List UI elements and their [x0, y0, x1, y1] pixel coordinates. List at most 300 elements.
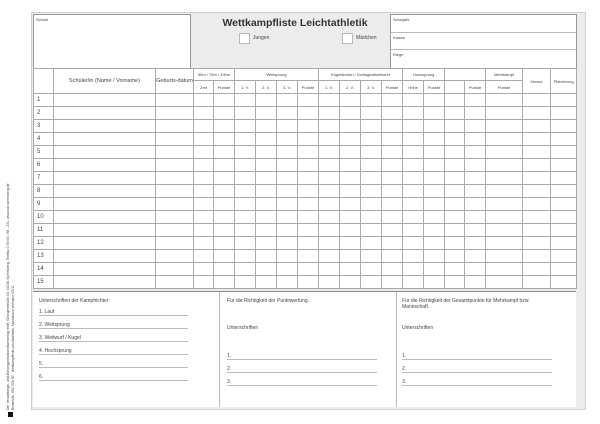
entry-cell[interactable] — [551, 185, 577, 198]
entry-cell[interactable] — [54, 224, 156, 237]
entry-cell[interactable] — [298, 185, 319, 198]
entry-cell[interactable] — [445, 185, 465, 198]
entry-cell[interactable] — [486, 133, 523, 146]
entry-cell[interactable] — [403, 250, 424, 263]
entry-cell[interactable] — [424, 133, 445, 146]
entry-cell[interactable] — [194, 120, 214, 133]
entry-cell[interactable] — [445, 237, 465, 250]
entry-cell[interactable] — [523, 224, 551, 237]
entry-cell[interactable] — [319, 146, 340, 159]
entry-cell[interactable] — [277, 276, 298, 289]
entry-cell[interactable] — [403, 146, 424, 159]
entry-cell[interactable] — [277, 107, 298, 120]
entry-cell[interactable] — [361, 94, 382, 107]
entry-cell[interactable] — [361, 146, 382, 159]
entry-cell[interactable] — [156, 146, 194, 159]
entry-cell[interactable] — [523, 107, 551, 120]
entry-cell[interactable] — [424, 250, 445, 263]
entry-cell[interactable] — [403, 276, 424, 289]
entry-cell[interactable] — [523, 94, 551, 107]
entry-cell[interactable] — [340, 211, 361, 224]
entry-cell[interactable] — [551, 211, 577, 224]
entry-cell[interactable] — [298, 133, 319, 146]
entry-cell[interactable] — [277, 159, 298, 172]
entry-cell[interactable] — [298, 224, 319, 237]
entry-cell[interactable] — [194, 211, 214, 224]
entry-cell[interactable] — [298, 107, 319, 120]
entry-cell[interactable] — [403, 185, 424, 198]
entry-cell[interactable] — [403, 198, 424, 211]
entry-cell[interactable] — [445, 263, 465, 276]
entry-cell[interactable] — [54, 146, 156, 159]
entry-cell[interactable] — [465, 172, 486, 185]
entry-cell[interactable] — [445, 133, 465, 146]
entry-cell[interactable] — [465, 94, 486, 107]
entry-cell[interactable] — [445, 198, 465, 211]
entry-cell[interactable] — [156, 133, 194, 146]
entry-cell[interactable] — [256, 133, 277, 146]
judge-signature-line[interactable] — [39, 380, 188, 381]
entry-cell[interactable] — [445, 146, 465, 159]
entry-cell[interactable] — [361, 172, 382, 185]
entry-cell[interactable] — [465, 120, 486, 133]
entry-cell[interactable] — [319, 263, 340, 276]
entry-cell[interactable] — [214, 211, 235, 224]
entry-cell[interactable] — [523, 133, 551, 146]
entry-cell[interactable] — [403, 133, 424, 146]
entry-cell[interactable] — [465, 133, 486, 146]
entry-cell[interactable] — [256, 276, 277, 289]
entry-cell[interactable] — [277, 172, 298, 185]
entry-cell[interactable] — [382, 185, 403, 198]
entry-cell[interactable] — [465, 250, 486, 263]
entry-cell[interactable] — [551, 159, 577, 172]
entry-cell[interactable] — [156, 237, 194, 250]
entry-cell[interactable] — [319, 185, 340, 198]
entry-cell[interactable] — [214, 120, 235, 133]
entry-cell[interactable] — [361, 263, 382, 276]
entry-cell[interactable] — [551, 250, 577, 263]
entry-cell[interactable] — [424, 94, 445, 107]
entry-cell[interactable] — [361, 185, 382, 198]
entry-cell[interactable] — [486, 224, 523, 237]
entry-cell[interactable] — [340, 107, 361, 120]
entry-cell[interactable] — [523, 172, 551, 185]
entry-cell[interactable] — [403, 263, 424, 276]
entry-cell[interactable] — [424, 198, 445, 211]
entry-cell[interactable] — [523, 263, 551, 276]
entry-cell[interactable] — [235, 133, 256, 146]
entry-cell[interactable] — [235, 276, 256, 289]
entry-cell[interactable] — [424, 211, 445, 224]
entry-cell[interactable] — [194, 263, 214, 276]
entry-cell[interactable] — [424, 159, 445, 172]
signature-line[interactable] — [227, 359, 377, 360]
entry-cell[interactable] — [277, 94, 298, 107]
entry-cell[interactable] — [156, 224, 194, 237]
entry-cell[interactable] — [214, 185, 235, 198]
entry-cell[interactable] — [235, 172, 256, 185]
entry-cell[interactable] — [214, 263, 235, 276]
entry-cell[interactable] — [382, 146, 403, 159]
entry-cell[interactable] — [156, 263, 194, 276]
entry-cell[interactable] — [298, 120, 319, 133]
signature-line[interactable] — [227, 385, 377, 386]
judge-signature-line[interactable] — [39, 354, 188, 355]
entry-cell[interactable] — [256, 94, 277, 107]
entry-cell[interactable] — [465, 224, 486, 237]
signature-line[interactable] — [227, 372, 377, 373]
entry-cell[interactable] — [156, 185, 194, 198]
judge-signature-line[interactable] — [39, 328, 188, 329]
entry-cell[interactable] — [424, 120, 445, 133]
entry-cell[interactable] — [319, 159, 340, 172]
entry-cell[interactable] — [156, 159, 194, 172]
entry-cell[interactable] — [194, 250, 214, 263]
entry-cell[interactable] — [361, 107, 382, 120]
entry-cell[interactable] — [523, 250, 551, 263]
entry-cell[interactable] — [54, 250, 156, 263]
entry-cell[interactable] — [551, 133, 577, 146]
entry-cell[interactable] — [340, 250, 361, 263]
entry-cell[interactable] — [551, 263, 577, 276]
entry-cell[interactable] — [256, 250, 277, 263]
entry-cell[interactable] — [361, 250, 382, 263]
entry-cell[interactable] — [382, 198, 403, 211]
entry-cell[interactable] — [298, 198, 319, 211]
entry-cell[interactable] — [340, 159, 361, 172]
entry-cell[interactable] — [277, 120, 298, 133]
entry-cell[interactable] — [445, 250, 465, 263]
entry-cell[interactable] — [235, 185, 256, 198]
entry-cell[interactable] — [361, 133, 382, 146]
entry-cell[interactable] — [340, 224, 361, 237]
entry-cell[interactable] — [523, 185, 551, 198]
entry-cell[interactable] — [465, 107, 486, 120]
entry-cell[interactable] — [277, 198, 298, 211]
judge-signature-line[interactable] — [39, 315, 188, 316]
entry-cell[interactable] — [54, 276, 156, 289]
entry-cell[interactable] — [156, 198, 194, 211]
entry-cell[interactable] — [194, 146, 214, 159]
entry-cell[interactable] — [277, 224, 298, 237]
entry-cell[interactable] — [194, 107, 214, 120]
entry-cell[interactable] — [361, 276, 382, 289]
entry-cell[interactable] — [424, 263, 445, 276]
entry-cell[interactable] — [54, 172, 156, 185]
entry-cell[interactable] — [319, 250, 340, 263]
signature-line[interactable] — [402, 385, 552, 386]
entry-cell[interactable] — [235, 94, 256, 107]
entry-cell[interactable] — [424, 107, 445, 120]
entry-cell[interactable] — [340, 120, 361, 133]
entry-cell[interactable] — [403, 107, 424, 120]
entry-cell[interactable] — [256, 198, 277, 211]
entry-cell[interactable] — [382, 94, 403, 107]
entry-cell[interactable] — [382, 120, 403, 133]
entry-cell[interactable] — [256, 211, 277, 224]
entry-cell[interactable] — [194, 159, 214, 172]
entry-cell[interactable] — [235, 107, 256, 120]
entry-cell[interactable] — [194, 172, 214, 185]
entry-cell[interactable] — [54, 120, 156, 133]
judge-signature-line[interactable] — [39, 367, 188, 368]
entry-cell[interactable] — [54, 94, 156, 107]
entry-cell[interactable] — [194, 185, 214, 198]
entry-cell[interactable] — [54, 198, 156, 211]
entry-cell[interactable] — [194, 276, 214, 289]
entry-cell[interactable] — [214, 94, 235, 107]
entry-cell[interactable] — [277, 133, 298, 146]
entry-cell[interactable] — [156, 120, 194, 133]
entry-cell[interactable] — [298, 276, 319, 289]
entry-cell[interactable] — [54, 263, 156, 276]
entry-cell[interactable] — [277, 146, 298, 159]
entry-cell[interactable] — [382, 237, 403, 250]
entry-cell[interactable] — [445, 276, 465, 289]
entry-cell[interactable] — [486, 172, 523, 185]
entry-cell[interactable] — [214, 237, 235, 250]
entry-cell[interactable] — [551, 172, 577, 185]
entry-cell[interactable] — [361, 224, 382, 237]
entry-cell[interactable] — [340, 185, 361, 198]
entry-cell[interactable] — [214, 250, 235, 263]
entry-cell[interactable] — [319, 107, 340, 120]
entry-cell[interactable] — [54, 159, 156, 172]
entry-cell[interactable] — [465, 146, 486, 159]
entry-cell[interactable] — [486, 159, 523, 172]
entry-cell[interactable] — [523, 198, 551, 211]
entry-cell[interactable] — [424, 172, 445, 185]
entry-cell[interactable] — [486, 263, 523, 276]
entry-cell[interactable] — [465, 185, 486, 198]
entry-cell[interactable] — [340, 172, 361, 185]
entry-cell[interactable] — [340, 94, 361, 107]
entry-cell[interactable] — [551, 120, 577, 133]
entry-cell[interactable] — [156, 276, 194, 289]
entry-cell[interactable] — [214, 224, 235, 237]
entry-cell[interactable] — [361, 159, 382, 172]
entry-cell[interactable] — [340, 276, 361, 289]
entry-cell[interactable] — [486, 276, 523, 289]
entry-cell[interactable] — [298, 146, 319, 159]
entry-cell[interactable] — [235, 250, 256, 263]
entry-cell[interactable] — [298, 94, 319, 107]
entry-cell[interactable] — [486, 107, 523, 120]
entry-cell[interactable] — [256, 120, 277, 133]
entry-cell[interactable] — [382, 159, 403, 172]
entry-cell[interactable] — [382, 276, 403, 289]
entry-cell[interactable] — [214, 146, 235, 159]
entry-cell[interactable] — [551, 276, 577, 289]
entry-cell[interactable] — [465, 237, 486, 250]
entry-cell[interactable] — [486, 120, 523, 133]
entry-cell[interactable] — [277, 250, 298, 263]
entry-cell[interactable] — [319, 211, 340, 224]
entry-cell[interactable] — [54, 107, 156, 120]
entry-cell[interactable] — [361, 237, 382, 250]
entry-cell[interactable] — [445, 107, 465, 120]
entry-cell[interactable] — [424, 185, 445, 198]
entry-cell[interactable] — [445, 159, 465, 172]
entry-cell[interactable] — [214, 198, 235, 211]
entry-cell[interactable] — [361, 211, 382, 224]
entry-cell[interactable] — [214, 133, 235, 146]
entry-cell[interactable] — [214, 276, 235, 289]
entry-cell[interactable] — [424, 224, 445, 237]
entry-cell[interactable] — [465, 198, 486, 211]
entry-cell[interactable] — [194, 237, 214, 250]
entry-cell[interactable] — [156, 211, 194, 224]
entry-cell[interactable] — [235, 211, 256, 224]
school-field[interactable] — [33, 14, 191, 69]
entry-cell[interactable] — [277, 263, 298, 276]
entry-cell[interactable] — [319, 133, 340, 146]
entry-cell[interactable] — [465, 276, 486, 289]
entry-cell[interactable] — [551, 107, 577, 120]
entry-cell[interactable] — [319, 224, 340, 237]
entry-cell[interactable] — [382, 107, 403, 120]
entry-cell[interactable] — [319, 237, 340, 250]
entry-cell[interactable] — [256, 172, 277, 185]
entry-cell[interactable] — [235, 237, 256, 250]
entry-cell[interactable] — [340, 133, 361, 146]
entry-cell[interactable] — [319, 120, 340, 133]
entry-cell[interactable] — [382, 211, 403, 224]
entry-cell[interactable] — [156, 94, 194, 107]
entry-cell[interactable] — [298, 250, 319, 263]
entry-cell[interactable] — [424, 237, 445, 250]
entry-cell[interactable] — [523, 159, 551, 172]
entry-cell[interactable] — [382, 250, 403, 263]
entry-cell[interactable] — [424, 146, 445, 159]
group-field[interactable] — [391, 50, 576, 68]
entry-cell[interactable] — [277, 237, 298, 250]
signature-line[interactable] — [402, 359, 552, 360]
entry-cell[interactable] — [382, 224, 403, 237]
entry-cell[interactable] — [551, 237, 577, 250]
entry-cell[interactable] — [256, 146, 277, 159]
entry-cell[interactable] — [235, 198, 256, 211]
entry-cell[interactable] — [403, 120, 424, 133]
entry-cell[interactable] — [486, 198, 523, 211]
entry-cell[interactable] — [298, 211, 319, 224]
entry-cell[interactable] — [382, 133, 403, 146]
entry-cell[interactable] — [382, 263, 403, 276]
entry-cell[interactable] — [256, 159, 277, 172]
signature-line[interactable] — [402, 372, 552, 373]
entry-cell[interactable] — [319, 198, 340, 211]
entry-cell[interactable] — [214, 107, 235, 120]
entry-cell[interactable] — [361, 198, 382, 211]
entry-cell[interactable] — [298, 237, 319, 250]
entry-cell[interactable] — [214, 159, 235, 172]
entry-cell[interactable] — [194, 198, 214, 211]
entry-cell[interactable] — [486, 94, 523, 107]
entry-cell[interactable] — [445, 172, 465, 185]
entry-cell[interactable] — [235, 146, 256, 159]
entry-cell[interactable] — [523, 211, 551, 224]
entry-cell[interactable] — [54, 185, 156, 198]
entry-cell[interactable] — [256, 224, 277, 237]
entry-cell[interactable] — [54, 133, 156, 146]
boys-checkbox[interactable] — [239, 33, 250, 44]
entry-cell[interactable] — [319, 94, 340, 107]
entry-cell[interactable] — [235, 224, 256, 237]
entry-cell[interactable] — [551, 198, 577, 211]
entry-cell[interactable] — [277, 185, 298, 198]
year-field[interactable] — [391, 15, 576, 33]
entry-cell[interactable] — [523, 120, 551, 133]
entry-cell[interactable] — [340, 146, 361, 159]
entry-cell[interactable] — [319, 276, 340, 289]
entry-cell[interactable] — [235, 159, 256, 172]
entry-cell[interactable] — [194, 94, 214, 107]
entry-cell[interactable] — [256, 107, 277, 120]
entry-cell[interactable] — [551, 94, 577, 107]
entry-cell[interactable] — [54, 237, 156, 250]
entry-cell[interactable] — [486, 211, 523, 224]
entry-cell[interactable] — [235, 120, 256, 133]
entry-cell[interactable] — [523, 146, 551, 159]
entry-cell[interactable] — [445, 120, 465, 133]
entry-cell[interactable] — [551, 224, 577, 237]
entry-cell[interactable] — [340, 198, 361, 211]
entry-cell[interactable] — [551, 146, 577, 159]
entry-cell[interactable] — [403, 237, 424, 250]
entry-cell[interactable] — [256, 263, 277, 276]
entry-cell[interactable] — [194, 224, 214, 237]
entry-cell[interactable] — [298, 263, 319, 276]
entry-cell[interactable] — [486, 237, 523, 250]
entry-cell[interactable] — [424, 276, 445, 289]
entry-cell[interactable] — [298, 159, 319, 172]
entry-cell[interactable] — [277, 211, 298, 224]
entry-cell[interactable] — [214, 172, 235, 185]
judge-signature-line[interactable] — [39, 341, 188, 342]
entry-cell[interactable] — [340, 263, 361, 276]
entry-cell[interactable] — [361, 120, 382, 133]
girls-checkbox[interactable] — [342, 33, 353, 44]
entry-cell[interactable] — [486, 250, 523, 263]
entry-cell[interactable] — [235, 263, 256, 276]
entry-cell[interactable] — [54, 211, 156, 224]
entry-cell[interactable] — [194, 133, 214, 146]
entry-cell[interactable] — [298, 172, 319, 185]
entry-cell[interactable] — [445, 224, 465, 237]
entry-cell[interactable] — [403, 172, 424, 185]
entry-cell[interactable] — [319, 172, 340, 185]
entry-cell[interactable] — [382, 172, 403, 185]
entry-cell[interactable] — [445, 94, 465, 107]
entry-cell[interactable] — [256, 185, 277, 198]
entry-cell[interactable] — [465, 211, 486, 224]
entry-cell[interactable] — [403, 211, 424, 224]
entry-cell[interactable] — [523, 276, 551, 289]
entry-cell[interactable] — [445, 211, 465, 224]
entry-cell[interactable] — [486, 146, 523, 159]
entry-cell[interactable] — [403, 224, 424, 237]
entry-cell[interactable] — [523, 237, 551, 250]
entry-cell[interactable] — [403, 159, 424, 172]
entry-cell[interactable] — [256, 237, 277, 250]
entry-cell[interactable] — [486, 185, 523, 198]
entry-cell[interactable] — [465, 263, 486, 276]
class-field[interactable] — [391, 33, 576, 50]
entry-cell[interactable] — [403, 94, 424, 107]
entry-cell[interactable] — [156, 107, 194, 120]
entry-cell[interactable] — [465, 159, 486, 172]
